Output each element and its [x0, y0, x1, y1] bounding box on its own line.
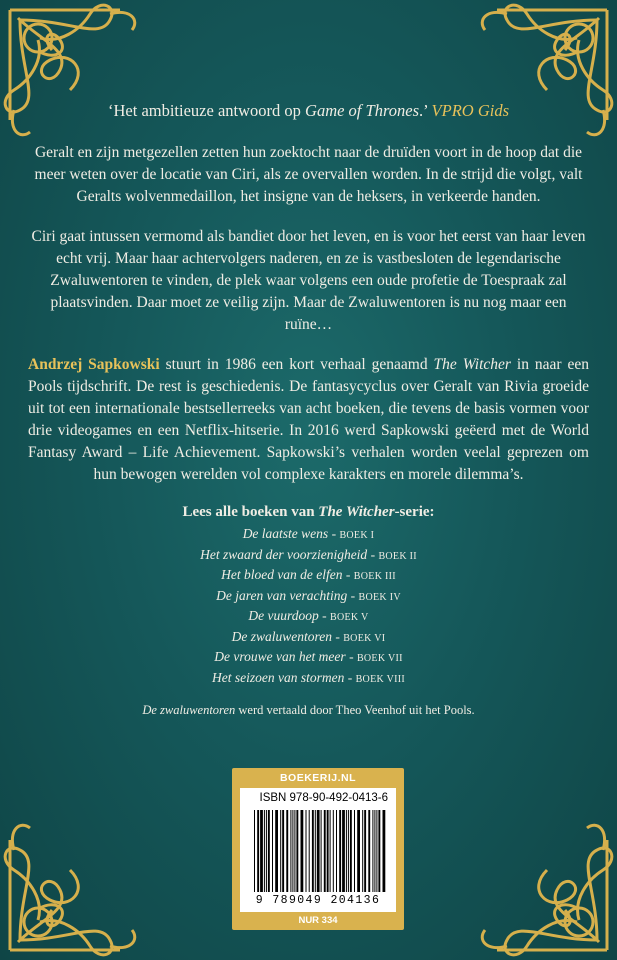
author-bio-b: in naar een Pools tijdschrift. De rest is geschiedenis. De fantasycyclus over Geralt van Rivia groeide uit tot een internationale bestsellerreeks van acht boeken, die tevens de basis vormen voor drie videogames en een Netflix-hitserie. In 2016 werd Sapkowski geëerd met de World Fantasy Award – Life Achievement. Sapkowski’s verhalen worden veelal geprezen om hun bewogen werelden vol complexe karakters en morele dilemma’s. [28, 356, 589, 483]
author-name: Andrzej Sapkowski [28, 356, 160, 373]
ean-number: 9 789049 204136 [255, 894, 381, 907]
quote-title: Game of Thrones [305, 101, 420, 120]
blurb-paragraph-2: Ciri gaat intussen vermomd als bandiet door het leven, en is voor het eerst van haar leven echt vrij. Maar haar achtervolgers naderen, en ze is vastbesloten de legendarische Zwaluwentoren te vinden, de plek waar volgens een oude profetie de Toespraak zal plaatsvinden. Daar moet ze veilig zijn. Maar de Zwaluwentoren is nu nog maar een ruïne… [31, 228, 586, 333]
translation-credit [28, 703, 589, 718]
publisher-url: BOEKERIJ.NL [279, 772, 357, 784]
blurb-paragraph-1: Geralt en zijn metgezellen zetten hun zoektocht naar de druïden voort in de hoop dat die meer weten over de locatie van Ciri, als ze overvallen worden. In de strijd die volgt, valt Geralts wolvenmedaillon, het insigne van de heksers, in verkeerde handen. [34, 144, 583, 205]
series-book-list [28, 525, 589, 689]
list-item: De jaren van verachting - BOEK IV [216, 587, 401, 603]
review-quote [28, 100, 589, 122]
back-cover-text [28, 100, 589, 718]
celtic-knot-corner-bottom-right-icon [467, 810, 617, 960]
author-bio [28, 354, 589, 486]
nur-code: NUR 334 [298, 915, 338, 926]
credit-text: werd vertaald door Theo Veenhof uit het Pools. [235, 703, 475, 717]
quote-source: VPRO Gids [431, 101, 509, 120]
barcode-icon [252, 810, 386, 892]
list-item: Het zwaard der voorzienigheid - BOEK II [200, 546, 417, 562]
author-bio-a: stuurt in 1986 een kort verhaal genaamd [159, 356, 434, 373]
quote-close: .’ [419, 101, 432, 120]
quote-text: ‘Het ambitieuze antwoord op [108, 101, 306, 120]
list-item: De laatste wens - BOEK I [242, 526, 375, 541]
barcode-panel [232, 768, 404, 930]
credit-title: De zwaluwentoren [142, 703, 236, 717]
list-item: Het bloed van de elfen - BOEK III [221, 567, 396, 582]
celtic-knot-corner-bottom-left-icon [0, 810, 150, 960]
author-bio-title: The Witcher [433, 356, 511, 373]
series-heading: Lees alle boeken van The Witcher-serie: [182, 504, 435, 520]
isbn-label: ISBN 978-90-492-0413-6 [259, 792, 388, 804]
list-item: De vuurdoop - BOEK V [248, 608, 369, 623]
list-item: De zwaluwentoren - BOEK VI [231, 628, 386, 644]
barcode-area [240, 788, 396, 912]
list-item: Het seizoen van stormen - BOEK VIII [211, 669, 406, 685]
list-item: De vrouwe van het meer - BOEK VII [214, 649, 403, 664]
